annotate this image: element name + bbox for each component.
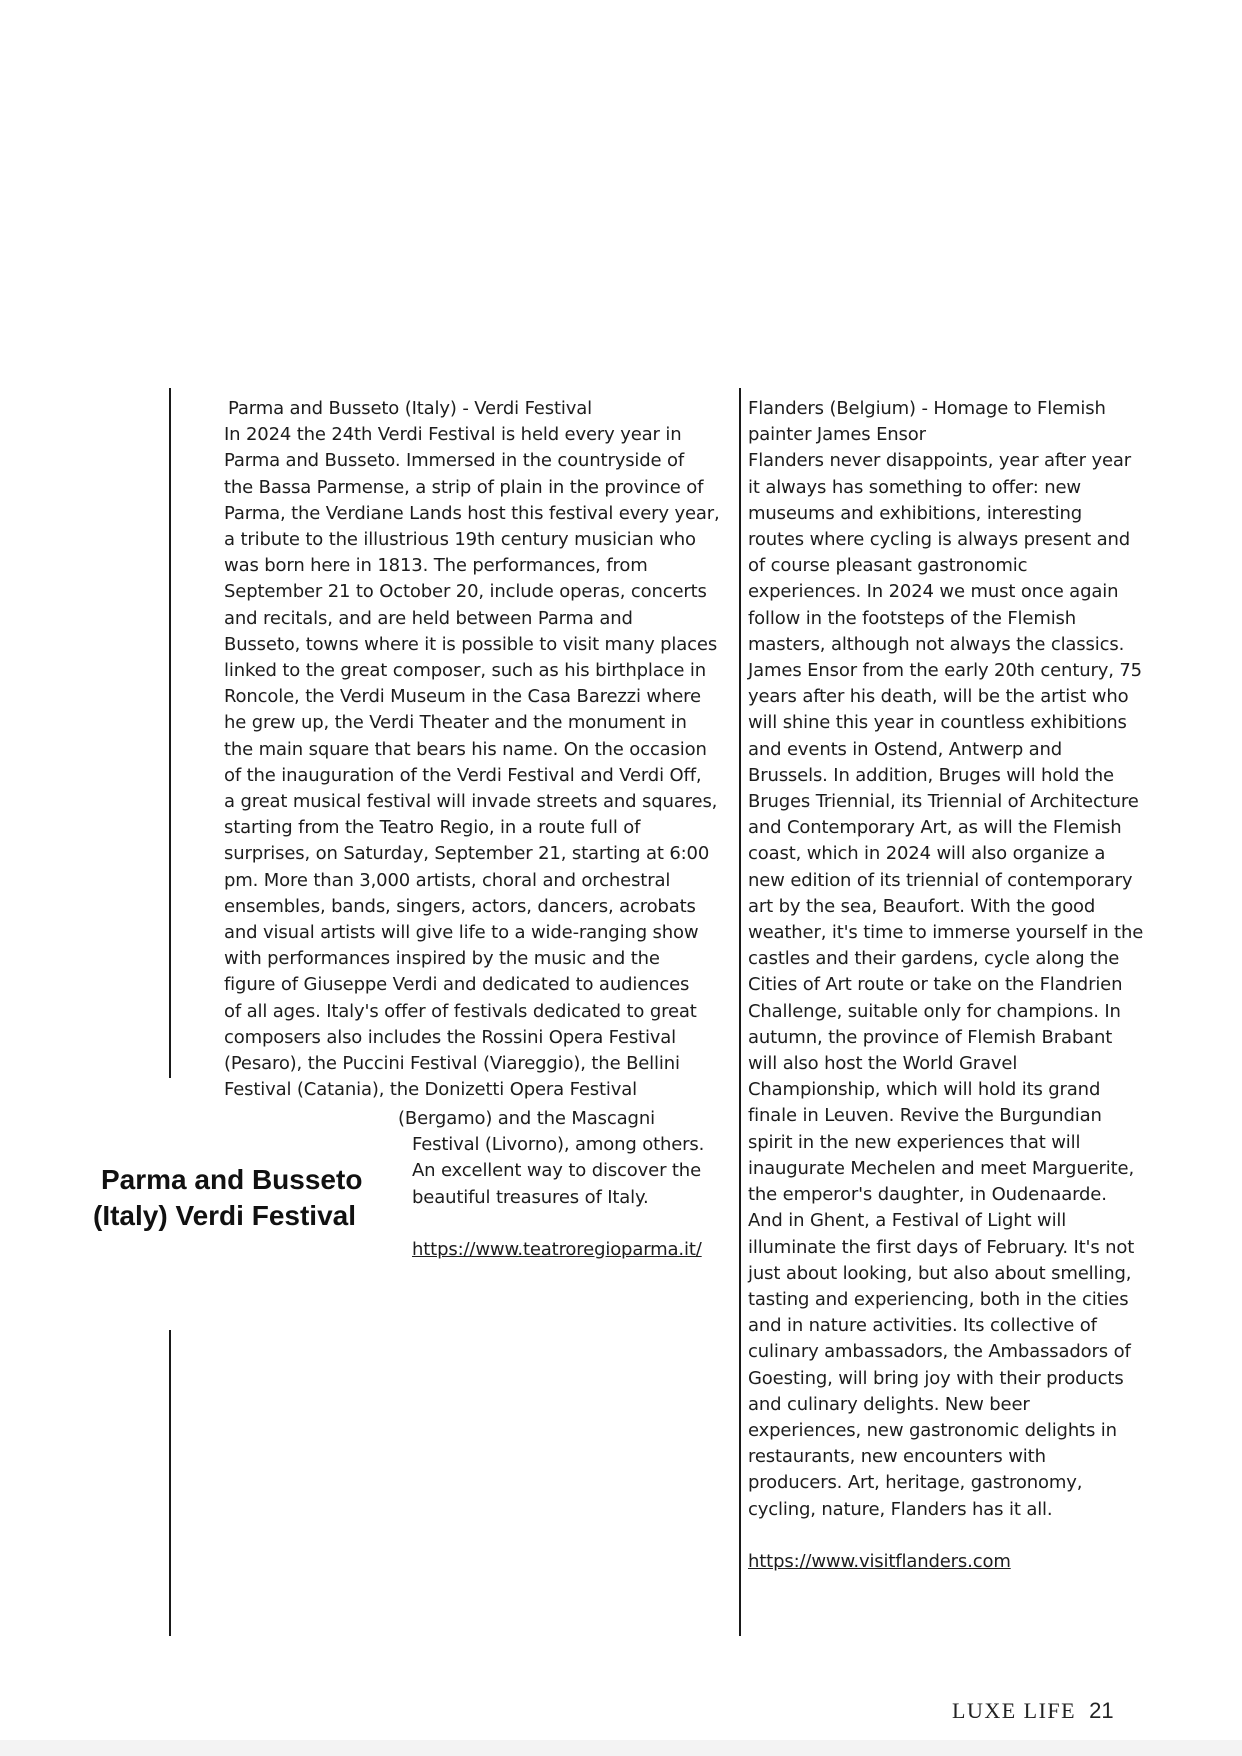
text-line: An excellent way to discover the	[412, 1160, 701, 1182]
text-line: Parma, the Verdiane Lands host this festival every year,	[224, 502, 720, 524]
text-line: starting from the Teatro Regio, in a route full of	[224, 817, 641, 839]
text-line: experiences. In 2024 we must once again	[748, 581, 1119, 603]
pull-quote-line-1: Parma and Busseto	[101, 1164, 363, 1195]
text-line: September 21 to October 20, include operas, concerts	[224, 581, 707, 603]
left-column-rule-bottom	[169, 1330, 171, 1636]
text-line: composers also includes the Rossini Opera Festival	[224, 1026, 677, 1048]
text-line: and recitals, and are held between Parma and	[224, 607, 633, 629]
text-line: Championship, which will hold its grand	[748, 1079, 1101, 1101]
text-line: a great musical festival will invade streets and squares,	[224, 791, 718, 813]
magazine-name: LUXE LIFE	[952, 1698, 1077, 1723]
text-line: new edition of its triennial of contemporary	[748, 869, 1133, 891]
text-line: James Ensor from the early 20th century, 75	[748, 660, 1142, 682]
text-line: castles and their gardens, cycle along the	[748, 948, 1120, 970]
text-line: with performances inspired by the music and the	[224, 948, 660, 970]
text-line: a tribute to the illustrious 19th century musician who	[224, 529, 696, 551]
article-title-line-1: Flanders (Belgium) - Homage to Flemish	[748, 398, 1106, 419]
text-line: the Bassa Parmense, a strip of plain in the province of	[224, 476, 704, 498]
text-line: surprises, on Saturday, September 21, starting at 6:00	[224, 843, 710, 865]
article-verdi-festival	[224, 396, 724, 1103]
text-line: Festival (Catania), the Donizetti Opera Festival	[224, 1079, 637, 1101]
text-line: and visual artists will give life to a wide-ranging show	[224, 922, 699, 944]
text-line: Challenge, suitable only for champions. In	[748, 1000, 1121, 1022]
text-line: he grew up, the Verdi Theater and the monument in	[224, 712, 687, 734]
text-line: spirit in the new experiences that will	[748, 1131, 1081, 1153]
article-title-line-2: painter James Ensor	[748, 424, 926, 446]
text-line: culinary ambassadors, the Ambassadors of	[748, 1341, 1131, 1363]
text-line: ensembles, bands, singers, actors, dancers, acrobats	[224, 895, 696, 917]
text-line: coast, which in 2024 will also organize a	[748, 843, 1106, 865]
text-line: and in nature activities. Its collective of	[748, 1315, 1097, 1337]
text-line: of the inauguration of the Verdi Festival and Verdi Off,	[224, 764, 702, 786]
teatro-regio-link[interactable]: https://www.teatroregioparma.it/	[412, 1238, 702, 1260]
text-line: In 2024 the 24th Verdi Festival is held every year in	[224, 424, 682, 446]
text-line: Brussels. In addition, Bruges will hold the	[748, 764, 1114, 786]
text-line: restaurants, new encounters with	[748, 1446, 1046, 1468]
text-line: (Pesaro), the Puccini Festival (Viareggio), the Bellini	[224, 1053, 680, 1075]
text-line: Bruges Triennial, its Triennial of Architecture	[748, 791, 1139, 813]
article-verdi-festival-continued	[398, 1106, 718, 1263]
text-line: will also host the World Gravel	[748, 1053, 1018, 1075]
text-line: Parma and Busseto. Immersed in the countryside of	[224, 450, 685, 472]
page-number: 21	[1089, 1698, 1114, 1723]
text-line: Goesting, will bring joy with their products	[748, 1367, 1124, 1389]
right-column-rule	[739, 388, 741, 1636]
text-line: linked to the great composer, such as his birthplace in	[224, 660, 707, 682]
article-flanders	[748, 396, 1158, 1575]
text-line: producers. Art, heritage, gastronomy,	[748, 1472, 1083, 1494]
text-line: cycling, nature, Flanders has it all.	[748, 1498, 1053, 1520]
text-line: Festival (Livorno), among others.	[412, 1134, 705, 1156]
text-line: And in Ghent, a Festival of Light will	[748, 1210, 1067, 1232]
text-line: follow in the footsteps of the Flemish	[748, 607, 1077, 629]
text-line: the main square that bears his name. On the occasion	[224, 738, 707, 760]
text-line: autumn, the province of Flemish Brabant	[748, 1026, 1113, 1048]
bottom-edge	[0, 1740, 1242, 1756]
text-line: masters, although not always the classics.	[748, 633, 1125, 655]
text-line: museums and exhibitions, interesting	[748, 502, 1083, 524]
text-line: art by the sea, Beaufort. With the good	[748, 895, 1096, 917]
text-line: Roncole, the Verdi Museum in the Casa Barezzi where	[224, 686, 701, 708]
page-footer	[952, 1698, 1114, 1724]
text-line: it always has something to offer: new	[748, 476, 1081, 498]
text-line: and culinary delights. New beer	[748, 1393, 1030, 1415]
article-body	[224, 422, 724, 1103]
text-line: weather, it's time to immerse yourself in the	[748, 922, 1144, 944]
text-line: Busseto, towns where it is possible to visit many places	[224, 633, 718, 655]
article-title: Parma and Busseto (Italy) - Verdi Festival	[228, 398, 592, 419]
article-body	[748, 448, 1158, 1522]
text-line: inaugurate Mechelen and meet Marguerite,	[748, 1157, 1135, 1179]
text-line: Flanders never disappoints, year after year	[748, 450, 1132, 472]
text-line: beautiful treasures of Italy.	[412, 1186, 649, 1208]
text-line: routes where cycling is always present and	[748, 529, 1131, 551]
pull-quote	[94, 1162, 384, 1234]
text-line: of all ages. Italy's offer of festivals dedicated to great	[224, 1000, 697, 1022]
text-line: was born here in 1813. The performances, from	[224, 555, 648, 577]
text-line: pm. More than 3,000 artists, choral and orchestral	[224, 869, 671, 891]
text-line: tasting and experiencing, both in the cities	[748, 1288, 1129, 1310]
text-line: finale in Leuven. Revive the Burgundian	[748, 1105, 1102, 1127]
text-line: (Bergamo) and the Mascagni	[398, 1108, 655, 1129]
text-line: of course pleasant gastronomic	[748, 555, 1028, 577]
left-column-rule-top	[169, 388, 171, 1078]
text-line: the emperor's daughter, in Oudenaarde.	[748, 1184, 1107, 1206]
text-line: and Contemporary Art, as will the Flemish	[748, 817, 1122, 839]
pull-quote-line-2: (Italy) Verdi Festival	[93, 1200, 356, 1231]
text-line: will shine this year in countless exhibitions	[748, 712, 1127, 734]
text-line: figure of Giuseppe Verdi and dedicated to audiences	[224, 974, 690, 996]
visit-flanders-link[interactable]: https://www.visitflanders.com	[748, 1550, 1011, 1572]
text-line: years after his death, will be the artist who	[748, 686, 1129, 708]
text-line: just about looking, but also about smelling,	[748, 1262, 1132, 1284]
text-line: experiences, new gastronomic delights in	[748, 1419, 1117, 1441]
article-body-continued	[398, 1106, 718, 1211]
text-line: Cities of Art route or take on the Flandrien	[748, 974, 1123, 996]
text-line: and events in Ostend, Antwerp and	[748, 738, 1063, 760]
text-line: illuminate the first days of February. It's not	[748, 1236, 1135, 1258]
